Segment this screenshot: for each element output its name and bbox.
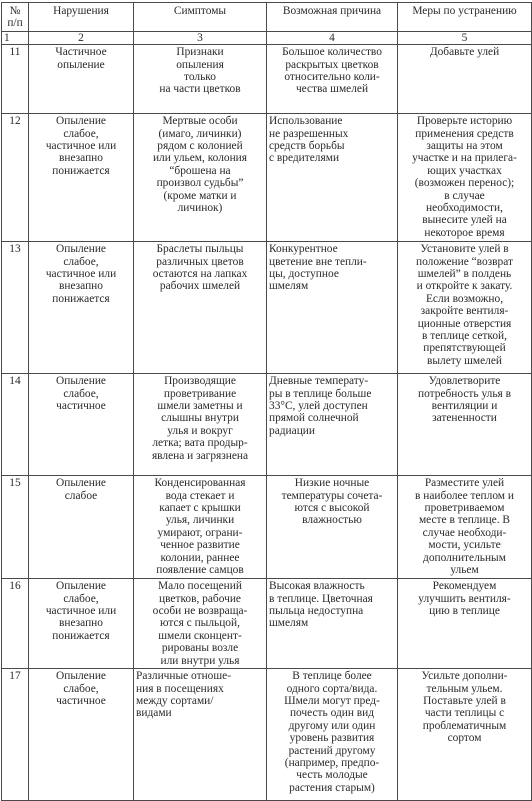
issue-cell: Опыление слабое, частичное или внезапно понижается [29,579,134,669]
cause-cell: Конкурентное цветение вне тепли- цы, доступное шмелям [267,242,398,374]
symptoms-cell: Признаки опыления только на части цветков [134,45,267,114]
cause-cell: Большое количество раскрытых цветков относительно коли- чества шмелей [267,45,398,114]
symptoms-cell: Мало посещений цветков, рабочие особи не возвраща- ются с пыльцой, шмели сконцент- рированы возле или внутри улья [134,579,267,669]
measures-cell: Удовлетворите потребность улья в вентиляции и затененности [398,374,532,476]
column-number: 4 [267,31,398,44]
header-issue: Нарушения [29,3,134,32]
cause-cell: Низкие ночные температуры сочета- ются с высокой влажностью [267,476,398,579]
issue-cell: Опыление слабое [29,476,134,579]
column-number: 2 [29,31,134,44]
table-row [2,669,532,801]
header-measures: Меры по устранению [398,3,532,32]
table-row [2,242,532,374]
row-number: 16 [2,579,29,669]
row-number: 13 [2,242,29,374]
issue-cell: Опыление слабое, частичное или внезапно понижается [29,114,134,242]
row-number: 15 [2,476,29,579]
cause-cell: Использование не разрешенных средств борьбы с вредителями [267,114,398,242]
symptoms-cell: Мертвые особи (имаго, личинки) рядом с колонией или ульем, колония “брошена на произвол судьбы” (кроме матки и личинок) [134,114,267,242]
measures-cell: Проверьте историю применения средств защиты на этом участке и на прилега- ющих участках (возможен перенос); в случае необходимости, вынесите улей на некоторое время [398,114,532,242]
header-symptoms: Симптомы [134,3,267,32]
issue-cell: Опыление слабое, частичное [29,669,134,801]
column-number-row [2,31,532,44]
table-row [2,114,532,242]
header-row [2,3,532,32]
row-number: 17 [2,669,29,801]
cause-cell: В теплице более одного сорта/вида. Шмели могут пред- почесть один вид другому или один уровень развития растений другому (например, предпо- честь молодые растения старым) [267,669,398,801]
table-row [2,45,532,114]
column-number: 5 [398,31,532,44]
row-number: 14 [2,374,29,476]
table-row [2,579,532,669]
symptoms-cell: Браслеты пыльцы различных цветов остаются на лапках рабочих шмелей [134,242,267,374]
symptoms-cell: Различные отноше- ния в посещениях между сортами/ видами [134,669,267,801]
symptoms-cell: Конденсированная вода стекает и капает с крышки улья, личинки умирают, ограни- ченное развитие колонии, раннее появление самцов [134,476,267,579]
issue-cell: Опыление слабое, частичное [29,374,134,476]
column-number: 1 [2,31,29,44]
symptoms-cell: Производящие проветривание шмели заметны и слышны внутри улья и вокруг летка; вата продыр- явлена и загрязнена [134,374,267,476]
issue-cell: Частичное опыление [29,45,134,114]
issue-cell: Опыление слабое, частичное или внезапно понижается [29,242,134,374]
measures-cell: Установите улей в положение “возврат шмелей” в полдень и откройте к закату. Если возможно, закройте вентиля- ционные отверстия в теплице сеткой, препятствующей вылету шмелей [398,242,532,374]
cause-cell: Высокая влажность в теплице. Цветочная пыльца недоступна шмелям [267,579,398,669]
table-row [2,476,532,579]
measures-cell: Рекомендуем улучшить вентиля- цию в теплице [398,579,532,669]
table-row [2,374,532,476]
measures-cell: Добавьте улей [398,45,532,114]
column-number: 3 [134,31,267,44]
measures-cell: Усильте дополни- тельным ульем. Поставьте улей в части теплицы с проблематичным сортом [398,669,532,801]
row-number: 12 [2,114,29,242]
row-number: 11 [2,45,29,114]
header-no: № п/п [2,3,29,32]
troubleshooting-table [1,2,532,801]
header-cause: Возможная причина [267,3,398,32]
cause-cell: Дневные температу- ры в теплице больше 33°С, улей доступен прямой солнечной радиации [267,374,398,476]
measures-cell: Разместите улей в наиболее теплом и проветриваемом месте в теплице. В случае необходи- мости, усильте дополнительным ульем [398,476,532,579]
